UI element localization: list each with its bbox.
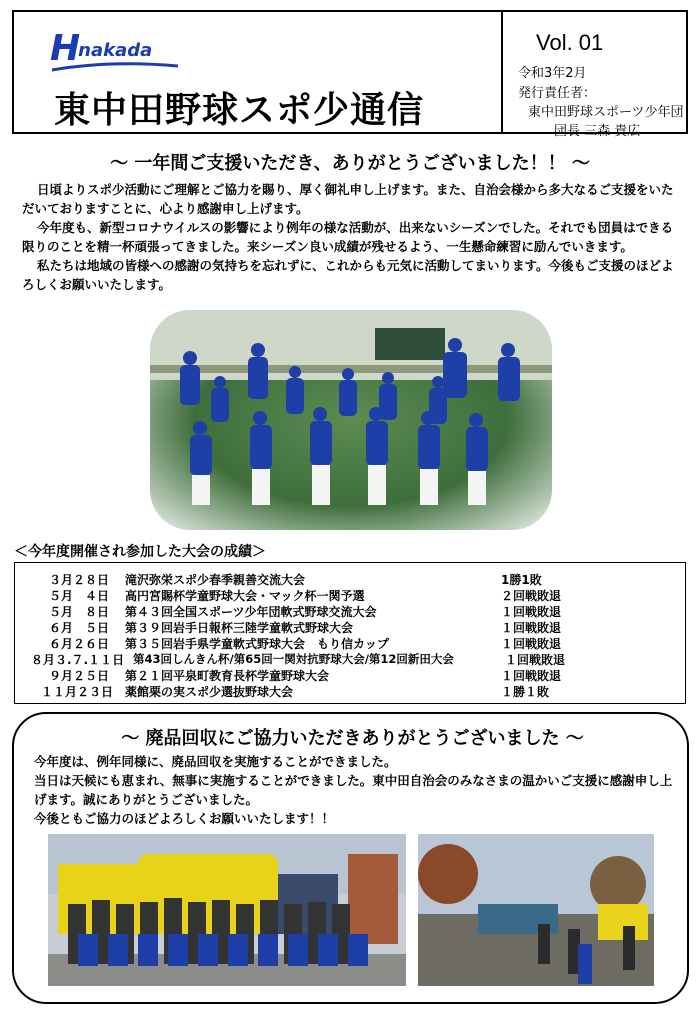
intro-paragraph: 今年度も、新型コロナウイルスの影響により例年の様な活動が、出来ないシーズンでした。それでも団員はできる限りのことを精一杯頑張ってきました。来シーズン良い成績が残せるよう、一生懸命練習に励んでいきます。 (22, 220, 674, 254)
result-date: ５月 ４日 (49, 589, 110, 603)
results-title: ＜今年度開催され参加した大会の成績＞ (14, 544, 266, 560)
results-table (14, 562, 686, 704)
intro-paragraph: 日頃よりスポ少活動にご理解とご協力を賜り、厚く御礼申し上げます。また、自治会様から多大なるご支援をいただいておりますことに、心より感謝申し上げます。 (22, 182, 674, 216)
result-date: ８月３.７.１１日 (31, 653, 125, 667)
result-date: ３月２８日 (49, 573, 110, 587)
result-outcome: １回戦敗退 (501, 605, 562, 619)
masthead (12, 10, 688, 139)
result-date: ９月２５日 (49, 669, 110, 683)
result-outcome: １回戦敗退 (505, 653, 566, 667)
result-outcome: １回戦敗退 (501, 637, 562, 651)
newsletter-title: 東中田野球スポ少通信 (54, 90, 425, 131)
recycle-line: 今後ともご協力のほどよろしくお願いいたします！！ (34, 811, 335, 826)
thanks-heading: ～ 一年間ご支援いただき、ありがとうございました！！ ～ (110, 153, 590, 174)
masthead-divider (501, 12, 503, 132)
logo-letter: H (50, 28, 79, 69)
result-tournament: 高円宮賜杯学童野球大会・マック杯一関予選 (125, 589, 365, 603)
intro-text (22, 180, 680, 294)
publisher-leader: 団長 三森 貴広 (554, 124, 641, 139)
result-outcome: 1勝1敗 (501, 573, 542, 587)
recycle-line: 今年度は、例年同様に、廃品回収を実施することができました。 (34, 754, 397, 769)
logo-swoosh (50, 62, 180, 72)
recycle-heading: ～ 廃品回収にご協力いただきありがとうございました ～ (121, 728, 584, 749)
result-outcome: １回戦敗退 (501, 669, 562, 683)
recycle-group-photo (48, 834, 406, 986)
result-outcome: １回戦敗退 (501, 621, 562, 635)
result-date: ６月 ５日 (49, 621, 110, 635)
result-date: ６月２６日 (49, 637, 110, 651)
result-tournament: 第３９回岩手日報杯三陸学童軟式野球大会 (125, 621, 354, 635)
result-tournament: 第43回しんきん杯/第65回一関対抗野球大会/第12回新田大会 (133, 652, 454, 666)
recycle-line: 当日は天候にも恵まれ、無事に実施することができました。東中田自治会のみなさまの温かいご支援に感謝申し上げます。誠にありがとうございました。 (34, 773, 673, 807)
team-photo (150, 310, 552, 530)
result-tournament: 薬館栗の実スポ少選抜野球大会 (125, 685, 294, 699)
result-tournament: 滝沢弥栄スポ少春季親善交流大会 (125, 573, 306, 587)
team-photo-illustration (150, 310, 552, 530)
recycle-group-illustration (48, 834, 406, 986)
result-outcome: ２回戦敗退 (501, 589, 562, 603)
logo-word: nakada (78, 40, 153, 61)
recycle-section (12, 712, 689, 1004)
result-date: １１月２３日 (41, 685, 114, 699)
recycle-activity-illustration (418, 834, 654, 986)
issue-date: 令和3年2月 (518, 66, 587, 81)
recycle-text (34, 752, 674, 828)
publisher-org: 東中田野球スポーツ少年団 (528, 105, 684, 120)
volume-number: Vol. 01 (536, 30, 604, 55)
result-outcome: １勝１敗 (501, 685, 550, 699)
result-tournament: 第４３回全国スポーツ少年団軟式野球交流大会 (125, 605, 377, 619)
recycle-activity-photo (418, 834, 654, 986)
result-tournament: 第３５回岩手県学童軟式野球大会 もり信カップ (125, 637, 389, 651)
intro-paragraph: 私たちは地域の皆様への感謝の気持ちを忘れずに、これからも元気に活動してまいります。今後もご支援のほどよろしくお願いいたします。 (22, 258, 674, 292)
result-tournament: 第２１回平泉町教育長杯学童野球大会 (125, 669, 330, 683)
publisher-label: 発行責任者： (518, 86, 597, 101)
result-date: ５月 ８日 (49, 605, 110, 619)
